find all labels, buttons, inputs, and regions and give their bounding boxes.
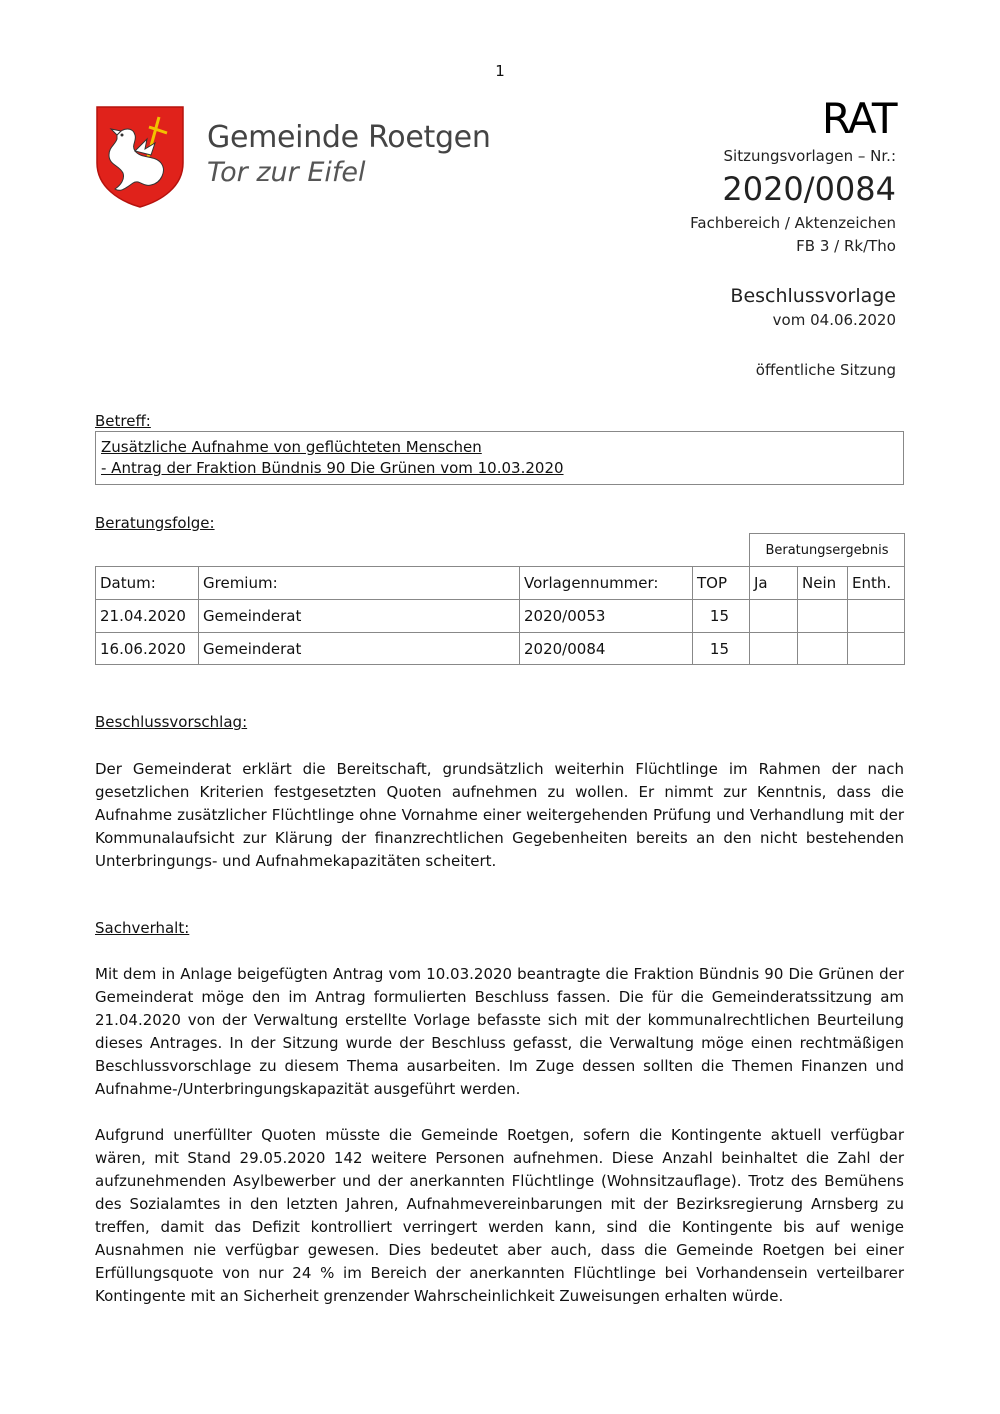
table-row-1-nein — [797, 599, 848, 633]
table-row-1-gremium: Gemeinderat — [198, 599, 520, 633]
committee-title: RAT — [821, 94, 896, 143]
column-header-ja: Ja — [749, 566, 798, 600]
municipality-name: Gemeinde Roetgen — [207, 120, 491, 155]
municipality-tagline: Tor zur Eifel — [207, 157, 366, 188]
consultation-sequence-label: Beratungsfolge: — [95, 514, 215, 532]
municipality-logo — [95, 105, 515, 210]
subject-box — [95, 431, 904, 485]
table-row-2-datum: 16.06.2020 — [95, 632, 199, 665]
table-row-1-enth — [847, 599, 905, 633]
session-type: öffentliche Sitzung — [755, 361, 896, 379]
subject-line-1: Zusätzliche Aufnahme von geflüchteten Menschen — [101, 438, 482, 456]
coat-of-arms-icon — [95, 105, 185, 208]
table-row-2-gremium: Gemeinderat — [198, 632, 520, 665]
column-header-top: TOP — [692, 566, 750, 600]
table-row-2-nein — [797, 632, 848, 665]
consultation-table — [95, 533, 905, 665]
page-number: 1 — [495, 62, 505, 80]
facts-paragraph-1: Mit dem in Anlage beigefügten Antrag vom 10.03.2020 beantragte die Fraktion Bündnis 90 Die Grünen der Gemeinderat möge den im Antrag formulierten Beschluss fassen. Die für die Gemeinderatssitzung am 21.04.2020 von der Verwaltung erstellte Vorlage befasste sich mit der kommunalrechtlichen Beurteilung dieses Antrages. In der Sitzung wurde der Beschluss gefasst, die Verwaltung möge einen rechtmäßigen Beschlussvorschlage zu diesem Thema ausarbeiten. Im Zuge dessen sollten die Themen Finanzen und Aufnahme-/Unterbringungskapazität ausgeführt werden. — [95, 965, 904, 1098]
resolution-proposal-label: Beschlussvorschlag: — [95, 713, 248, 731]
column-header-vorlage: Vorlagennummer: — [519, 566, 693, 600]
column-header-datum: Datum: — [95, 566, 199, 600]
result-header: Beratungsergebnis — [749, 533, 905, 567]
document-type: Beschlussvorlage — [730, 285, 896, 307]
department-reference: FB 3 / Rk/Tho — [796, 237, 896, 255]
column-header-enth: Enth. — [847, 566, 905, 600]
subject-label: Betreff: — [95, 412, 151, 430]
column-header-gremium: Gremium: — [198, 566, 520, 600]
column-header-nein: Nein — [797, 566, 848, 600]
table-row-2-top: 15 — [692, 632, 750, 665]
subject-line-2: - Antrag der Fraktion Bündnis 90 Die Grünen vom 10.03.2020 — [101, 459, 564, 477]
table-row-1-vorlage: 2020/0053 — [519, 599, 693, 633]
submission-number: 2020/0084 — [722, 170, 896, 208]
table-row-1-ja — [749, 599, 798, 633]
document-date: vom 04.06.2020 — [772, 311, 896, 329]
facts-paragraph-2: Aufgrund unerfüllter Quoten müsste die Gemeinde Roetgen, sofern die Kontingente aktuell verfügbar wären, mit Stand 29.05.2020 142 weitere Personen aufnehmen. Diese Anzahl beinhaltet die Zahl der aufzunehmenden Asylbewerber und der anerkannten Flüchtlinge (Wohnsitzauflage). Trotz des Bemühens des Sozialamtes in den letzten Jahren, Aufnahmevereinbarungen mit der Bezirksregierung Arnsberg zu treffen, damit das Defizit kontrolliert verringert werden kann, sind die Kontingente bis auf wenige Ausnahmen nie verfügbar gewesen. Dies bedeutet aber auch, dass die Gemeinde Roetgen bei einer Erfüllungsquote von nur 24 % im Bereich der anerkannten Flüchtlinge bei Vorhandensein verteilbarer Kontingente mit an Sicherheit grenzender Wahrscheinlichkeit Zuweisungen erhalten würde. — [95, 1126, 904, 1305]
table-row-1-top: 15 — [692, 599, 750, 633]
table-row-2-enth — [847, 632, 905, 665]
submission-number-label: Sitzungsvorlagen – Nr.: — [723, 147, 896, 165]
resolution-proposal-text: Der Gemeinderat erklärt die Bereitschaft, grundsätzlich weiterhin Flüchtlinge im Rahmen der nach gesetzlichen Kriterien festgesetzten Quoten aufnehmen zu wollen. Er nimmt zur Kenntnis, dass die Aufnahme zusätzlicher Flüchtlinge ohne Vornahme einer weitergehenden Prüfung und Verhandlung mit der Kommunalaufsicht zur Klärung der finanzrechtlichen Gegebenheiten bereits an den nicht bestehenden Unterbringungs- und Aufnahmekapazitäten scheitert. — [95, 760, 904, 870]
table-row-2-vorlage: 2020/0084 — [519, 632, 693, 665]
table-row-1-datum: 21.04.2020 — [95, 599, 199, 633]
department-label: Fachbereich / Aktenzeichen — [690, 214, 896, 232]
table-row-2-ja — [749, 632, 798, 665]
facts-label: Sachverhalt: — [95, 919, 190, 937]
